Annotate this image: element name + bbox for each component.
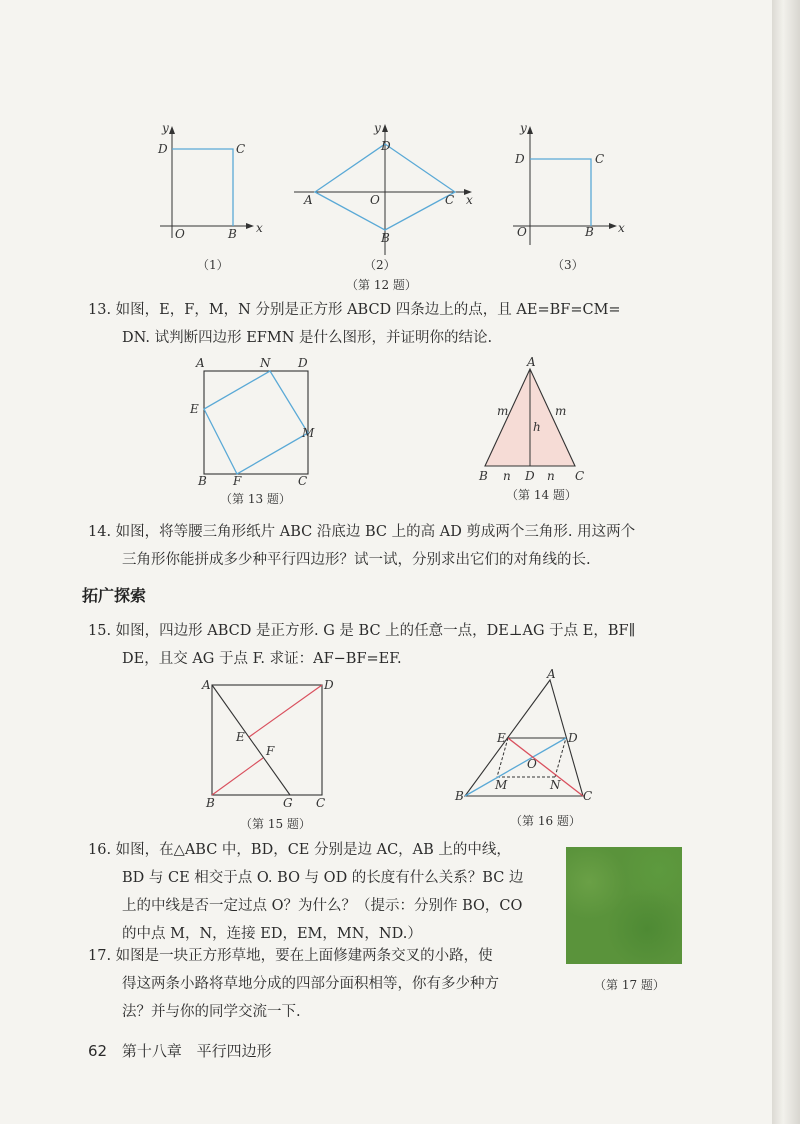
fig14-caption: （第 14 题） — [506, 488, 577, 502]
label-F: F — [266, 744, 275, 758]
label-A: A — [527, 355, 536, 369]
label-x: x — [618, 221, 625, 235]
fig17-caption: （第 17 题） — [594, 978, 665, 992]
problem-15-line2: DE，且交 AG 于点 F. 求证：AF−BF=EF. — [122, 651, 402, 667]
label-B: B — [381, 231, 390, 245]
label-D: D — [568, 731, 578, 745]
label-A: A — [196, 356, 205, 370]
label-h: h — [533, 420, 541, 434]
label-B: B — [228, 227, 237, 241]
fig13-caption: （第 13 题） — [220, 492, 291, 506]
label-M: M — [495, 778, 508, 792]
label-B: B — [198, 474, 207, 488]
label-C: C — [575, 469, 585, 483]
problem-17-line3: 法？并与你的同学交流一下. — [122, 1004, 301, 1020]
label-D: D — [515, 152, 525, 166]
fig12-1-caption: （1） — [197, 258, 229, 272]
label-B: B — [206, 796, 215, 810]
label-C: C — [316, 796, 326, 810]
problem-14-line2: 三角形你能拼成多少种平行四边形？试一试，分别求出它们的对角线的长. — [122, 552, 591, 568]
label-A: A — [202, 678, 211, 692]
problem-15 — [88, 617, 688, 673]
label-n-right: n — [547, 469, 555, 483]
label-x: x — [256, 221, 263, 235]
label-O: O — [175, 227, 185, 241]
label-N: N — [260, 356, 271, 370]
label-A: A — [304, 193, 313, 207]
label-D: D — [158, 142, 168, 156]
label-D: D — [298, 356, 308, 370]
label-m-right: m — [555, 404, 567, 418]
grass-photo — [566, 847, 682, 964]
label-G: G — [283, 796, 293, 810]
problem-16-line3: 上的中线是否一定过点 O？为什么？（提示：分别作 BO，CO — [122, 898, 523, 914]
label-B: B — [585, 225, 594, 239]
label-N: N — [550, 778, 561, 792]
label-E: E — [497, 731, 506, 745]
label-C: C — [445, 193, 455, 207]
problem-16-line1: 16. 如图，在△ABC 中，BD，CE 分别是边 AC，AB 上的中线， — [88, 842, 511, 858]
problem-14-line1: 14. 如图，将等腰三角形纸片 ABC 沿底边 BC 上的高 AD 剪成两个三角形. 用这两个 — [88, 524, 636, 540]
label-C: C — [298, 474, 308, 488]
label-C: C — [236, 142, 246, 156]
label-y: y — [162, 121, 169, 135]
label-O: O — [527, 757, 537, 771]
label-D: D — [525, 469, 535, 483]
page-edge — [772, 0, 800, 1124]
section-title: 拓广探索 — [82, 586, 147, 605]
problem-13-line1: 13. 如图，E，F，M，N 分别是正方形 ABCD 四条边上的点，且 AE=BF=CM= — [88, 302, 621, 318]
fig12-3 — [505, 120, 635, 270]
fig12-3-caption: （3） — [552, 258, 584, 272]
fig12-2 — [290, 120, 480, 260]
label-F: F — [233, 474, 242, 488]
label-D: D — [324, 678, 334, 692]
fig12-2-caption: （2） — [364, 258, 396, 272]
label-A: A — [547, 667, 556, 681]
label-D: D — [381, 139, 391, 153]
label-M: M — [302, 426, 315, 440]
problem-14 — [88, 518, 688, 574]
fig15-caption: （第 15 题） — [240, 817, 311, 831]
problem-13 — [88, 296, 688, 352]
fig12-1 — [150, 120, 270, 270]
chapter-label: 第十八章 — [121, 1042, 182, 1060]
fig15 — [200, 675, 340, 810]
label-O: O — [517, 225, 527, 239]
label-n-left: n — [503, 469, 511, 483]
problem-17-line2: 得这两条小路将草地分成的四部分面积相等，你有多少种方 — [122, 976, 499, 992]
problem-16-line4: 的中点 M，N，连接 ED，EM，MN，ND.） — [122, 926, 422, 942]
label-C: C — [583, 789, 593, 803]
label-O: O — [370, 193, 380, 207]
fig16 — [455, 667, 605, 812]
chapter-title: 平行四边形 — [196, 1042, 272, 1060]
problem-15-line1: 15. 如图，四边形 ABCD 是正方形. G 是 BC 上的任意一点，DE⊥AG 于点 E，BF∥ — [88, 623, 636, 639]
problem-13-line2: DN. 试判断四边形 EFMN 是什么图形，并证明你的结论. — [122, 330, 493, 346]
problem-17-line1: 17. 如图是一块正方形草地，要在上面修建两条交叉的小路，使 — [88, 948, 493, 964]
label-B: B — [479, 469, 488, 483]
page-number: 62 — [88, 1042, 108, 1060]
fig14 — [475, 355, 595, 490]
problem-16-line2: BD 与 CE 相交于点 O. BO 与 OD 的长度有什么关系？BC 边 — [122, 870, 524, 886]
label-y: y — [374, 121, 381, 135]
label-x: x — [466, 193, 473, 207]
fig12-caption: （第 12 题） — [346, 278, 417, 292]
page-footer — [88, 1040, 282, 1061]
label-E: E — [190, 402, 199, 416]
label-y: y — [520, 121, 527, 135]
fig16-caption: （第 16 题） — [510, 814, 581, 828]
label-C: C — [595, 152, 605, 166]
label-m-left: m — [497, 404, 509, 418]
label-E: E — [236, 730, 245, 744]
fig13 — [190, 355, 330, 490]
label-B: B — [455, 789, 464, 803]
